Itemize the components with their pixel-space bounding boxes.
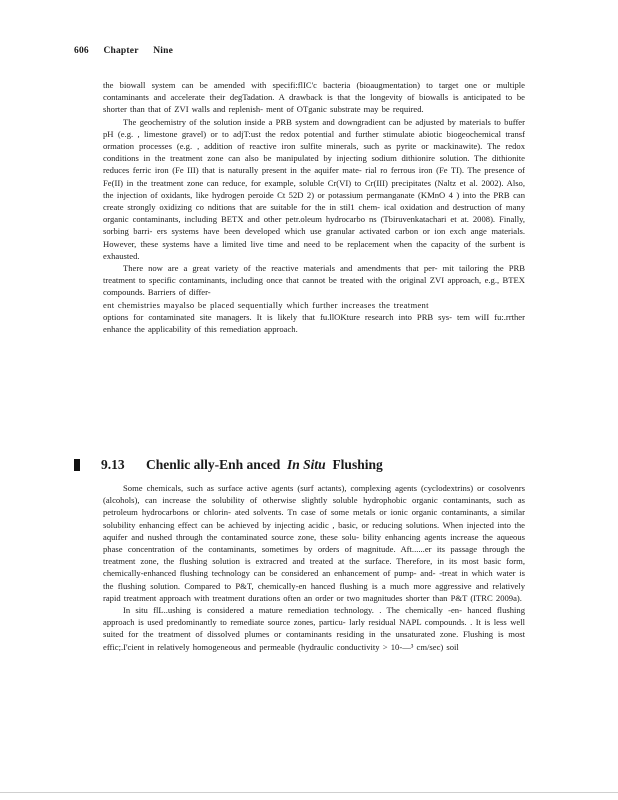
section-title-prefix: Chenlic ally-Enh anced (146, 457, 281, 472)
section-title (146, 457, 383, 473)
enlarged-text-line: ent chemistries mayalso be placed sequentially which further increases the treatment (103, 299, 429, 310)
section-heading (74, 457, 534, 475)
page-number: 606 (74, 46, 89, 56)
section-title-italic: In Situ (287, 457, 326, 472)
upper-text-block (103, 79, 525, 335)
section-number: 9.13 (101, 457, 125, 472)
paragraph-reactive-materials: There now are a great variety of the reactive materials and amendments that per- mit tailoring the PRB treatment to specific contaminants, including once that cannot be treated with the original ZVI approach, e.g., BTEX compounds. Barriers of differ- (103, 263, 525, 298)
running-header (74, 46, 185, 56)
paragraph-reactive-materials-tail: options for contaminated site managers. It is likely that fu.llOKture research into PRB sys- tem wiII fu:.rrther enhance the applicability of this remediation approach. (103, 311, 525, 335)
paragraph-chemical-flushing: Some chemicals, such as surface active agents (surf actants), complexing agents (cyclodextrins) or cosolvenrs (alcohols), can increase the solubility of otherwise slightly soluble hydrophobic organic contaminants, such as petroleum hydrocarbons or chlorin- ated solvents. Tn case of some metals or ionic organic contaminants, a similar solubility enhancing effect can be achieved by injecting acidic , basic, or reducing solutions. When injected into the aquifer and nushed through the contaminated source zone, these solu- bility enhancing agents increase the aqueous phase concentration of the contaminants, sometimes by orders of magnitude. Aft......er its passage through the treatment zone, the flushing solution is extracred and treated at the surface. Therefore, in its most basic form, chemically-enhanced flushing technology can be considered an enhancement of pump- and- -treat in which water is the flushing solution. Compared to P&T, chemically-en hanced flushing is a much more aggressive and relatively rapid treatment approach with treatment durations often an order or two magnitudes shorter than P&T (ITRC 2009a). (103, 483, 525, 603)
chapter-number: Nine (153, 46, 174, 56)
paragraph-biowall: the biowall system can be amended with specifi:flIC'c bacteria (bioaugmentation) to target one or multiple contaminants and accelerate their degTadation. A drawback is that the longevity of biowalls is anticipated to be shorter than that of ZVI walls and replenish- ment of OTganic substrate may be required. (103, 80, 525, 115)
page-bottom-edge (0, 792, 618, 793)
section-marker (74, 459, 80, 471)
chapter-label: Chapter (103, 46, 139, 56)
paragraph-in-situ-flushing: In situ flL..ushing is considered a mature remediation technology. . The chemically -en- hanced flushing approach is used predominantly to remediate source zones, particu- larly residual NAPL compounds. . It is less well suited for the treatment of dissolved plumes or contaminants residing in the unsaturated zone. Flushing is most effic;.I'cient in relatively homogeneous and permeable (hydraulic conductivity > 10-—³ cm/sec) soil (103, 605, 525, 652)
section-text-block (103, 482, 525, 653)
section-title-suffix: Flushing (332, 457, 383, 472)
paragraph-geochemistry: The geochemistry of the solution inside a PRB system and downgradient can be adjusted by materials to buffer pH (e.g. , limestone gravel) or to adjT:ust the redox potential and further stimulate abiotic biogeochemical transf ormation processes (e.g. , addition of reactive iron sulfite minerals, such as pyrite or mackinawite). The redox conditions in the treatment zone can also be manipulated by injecting sodium dithionire solution. The dithionite reduces ferric iron (Fe III) that is naturally present in the aquifer mate- rial ro ferrous iron (Fe TI). The presence of Fe(II) in the treatment zone can reduce, for example, soluble Cr(VI) to Cr(III) precipitates (Naltz et al. 2002). Also, the injection of oxidants, like hydrogen peroide Ct 52D 2) or potassium permanganate (KMnO 4 ) into the PRB can create strongly oxidizing co nditions that are suitable for the in stil1 chem- ical oxidation and destruction of many organic contaminants, including BETX and other petr.oleum hydrocarbo ns (Tbiruvenkatachari et at. 2008). Finally, sorbing barri- ers systems have been developed which use granular activated carbon or ion exch ange materials. However, these systems have a limited live time and need to be replacement when the capacity of the surbent is exhausted. (103, 116, 525, 261)
